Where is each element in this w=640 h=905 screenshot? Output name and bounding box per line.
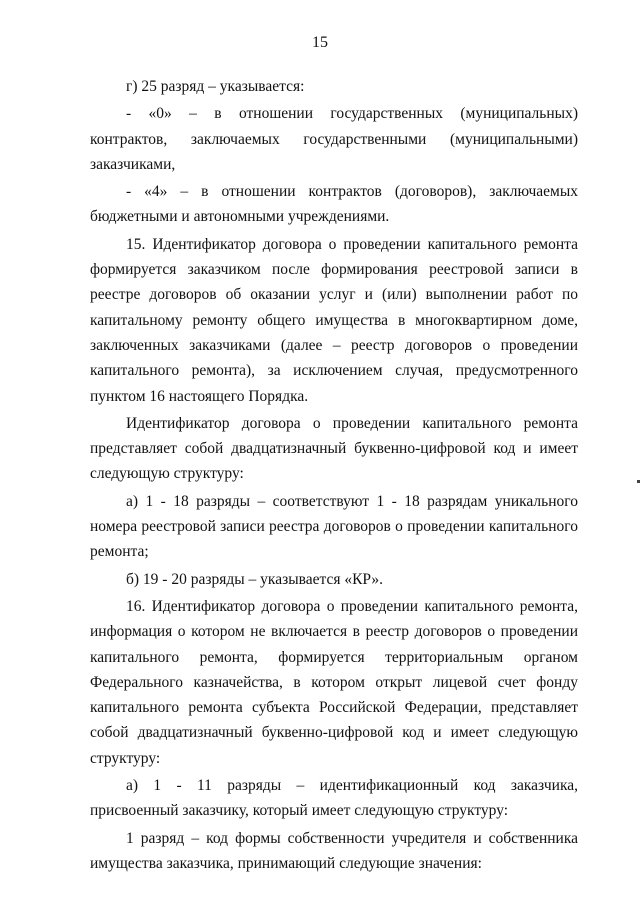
page-number: 15 [312, 34, 328, 51]
paragraph-digit-25: г) 25 разряд – указывается: [126, 78, 305, 95]
paragraph-value-0: - «0» – в отношении государственных (муниципальных) контрактов, заключаемых государственными (муниципальными) заказчиками, [90, 105, 578, 173]
paragraph-value-4: - «4» – в отношении контрактов (договоров), заключаемых бюджетными и автономными учреждениями. [90, 183, 578, 226]
document-body [90, 74, 578, 876]
paragraph-digits-19-20: б) 19 - 20 разряды – указывается «КР». [126, 570, 384, 588]
paragraph-identifier-structure: Идентификатор договора о проведении капитального ремонта представляет собой двадцатизначный буквенно-цифровой код и имеет следующую структуру: [90, 414, 578, 483]
paragraph-clause-16: 16. Идентификатор договора о проведении капитального ремонта, информация о котором не включается в реестр договоров о проведении капитального ремонта, формируется территориальным органом Федерального казначейства, в котором открыт лицевой счет фонду капитального ремонта субъекта Российской Федерации, представляет собой двадцатизначный буквенно-цифровой код и имеет следующую структуру: [90, 597, 578, 767]
paragraph-digit-1: 1 разряд – код формы собственности учредителя и собственника имущества заказчика, принимающий следующие значения: [90, 829, 578, 872]
paragraph-digits-1-18: а) 1 - 18 разряды – соответствуют 1 - 18 разрядам уникального номера реестровой записи реестра договоров о проведении капитального ремонта; [90, 492, 578, 561]
paragraph-clause-15: 15. Идентификатор договора о проведении капитального ремонта формируется заказчиком после формирования реестровой записи в реестре договоров об оказании услуг и (или) выполнении работ по капитальному ремонту общего имущества в многоквартирном доме, заключенных заказчиками (далее – реестр договоров о проведении капитального ремонта), за исключением случая, предусмотренного пунктом 16 настоящего Порядка. [90, 235, 578, 405]
paragraph-digits-1-11: а) 1 - 11 разряды – идентификационный код заказчика, присвоенный заказчику, который имеет следующую структуру: [90, 777, 578, 820]
